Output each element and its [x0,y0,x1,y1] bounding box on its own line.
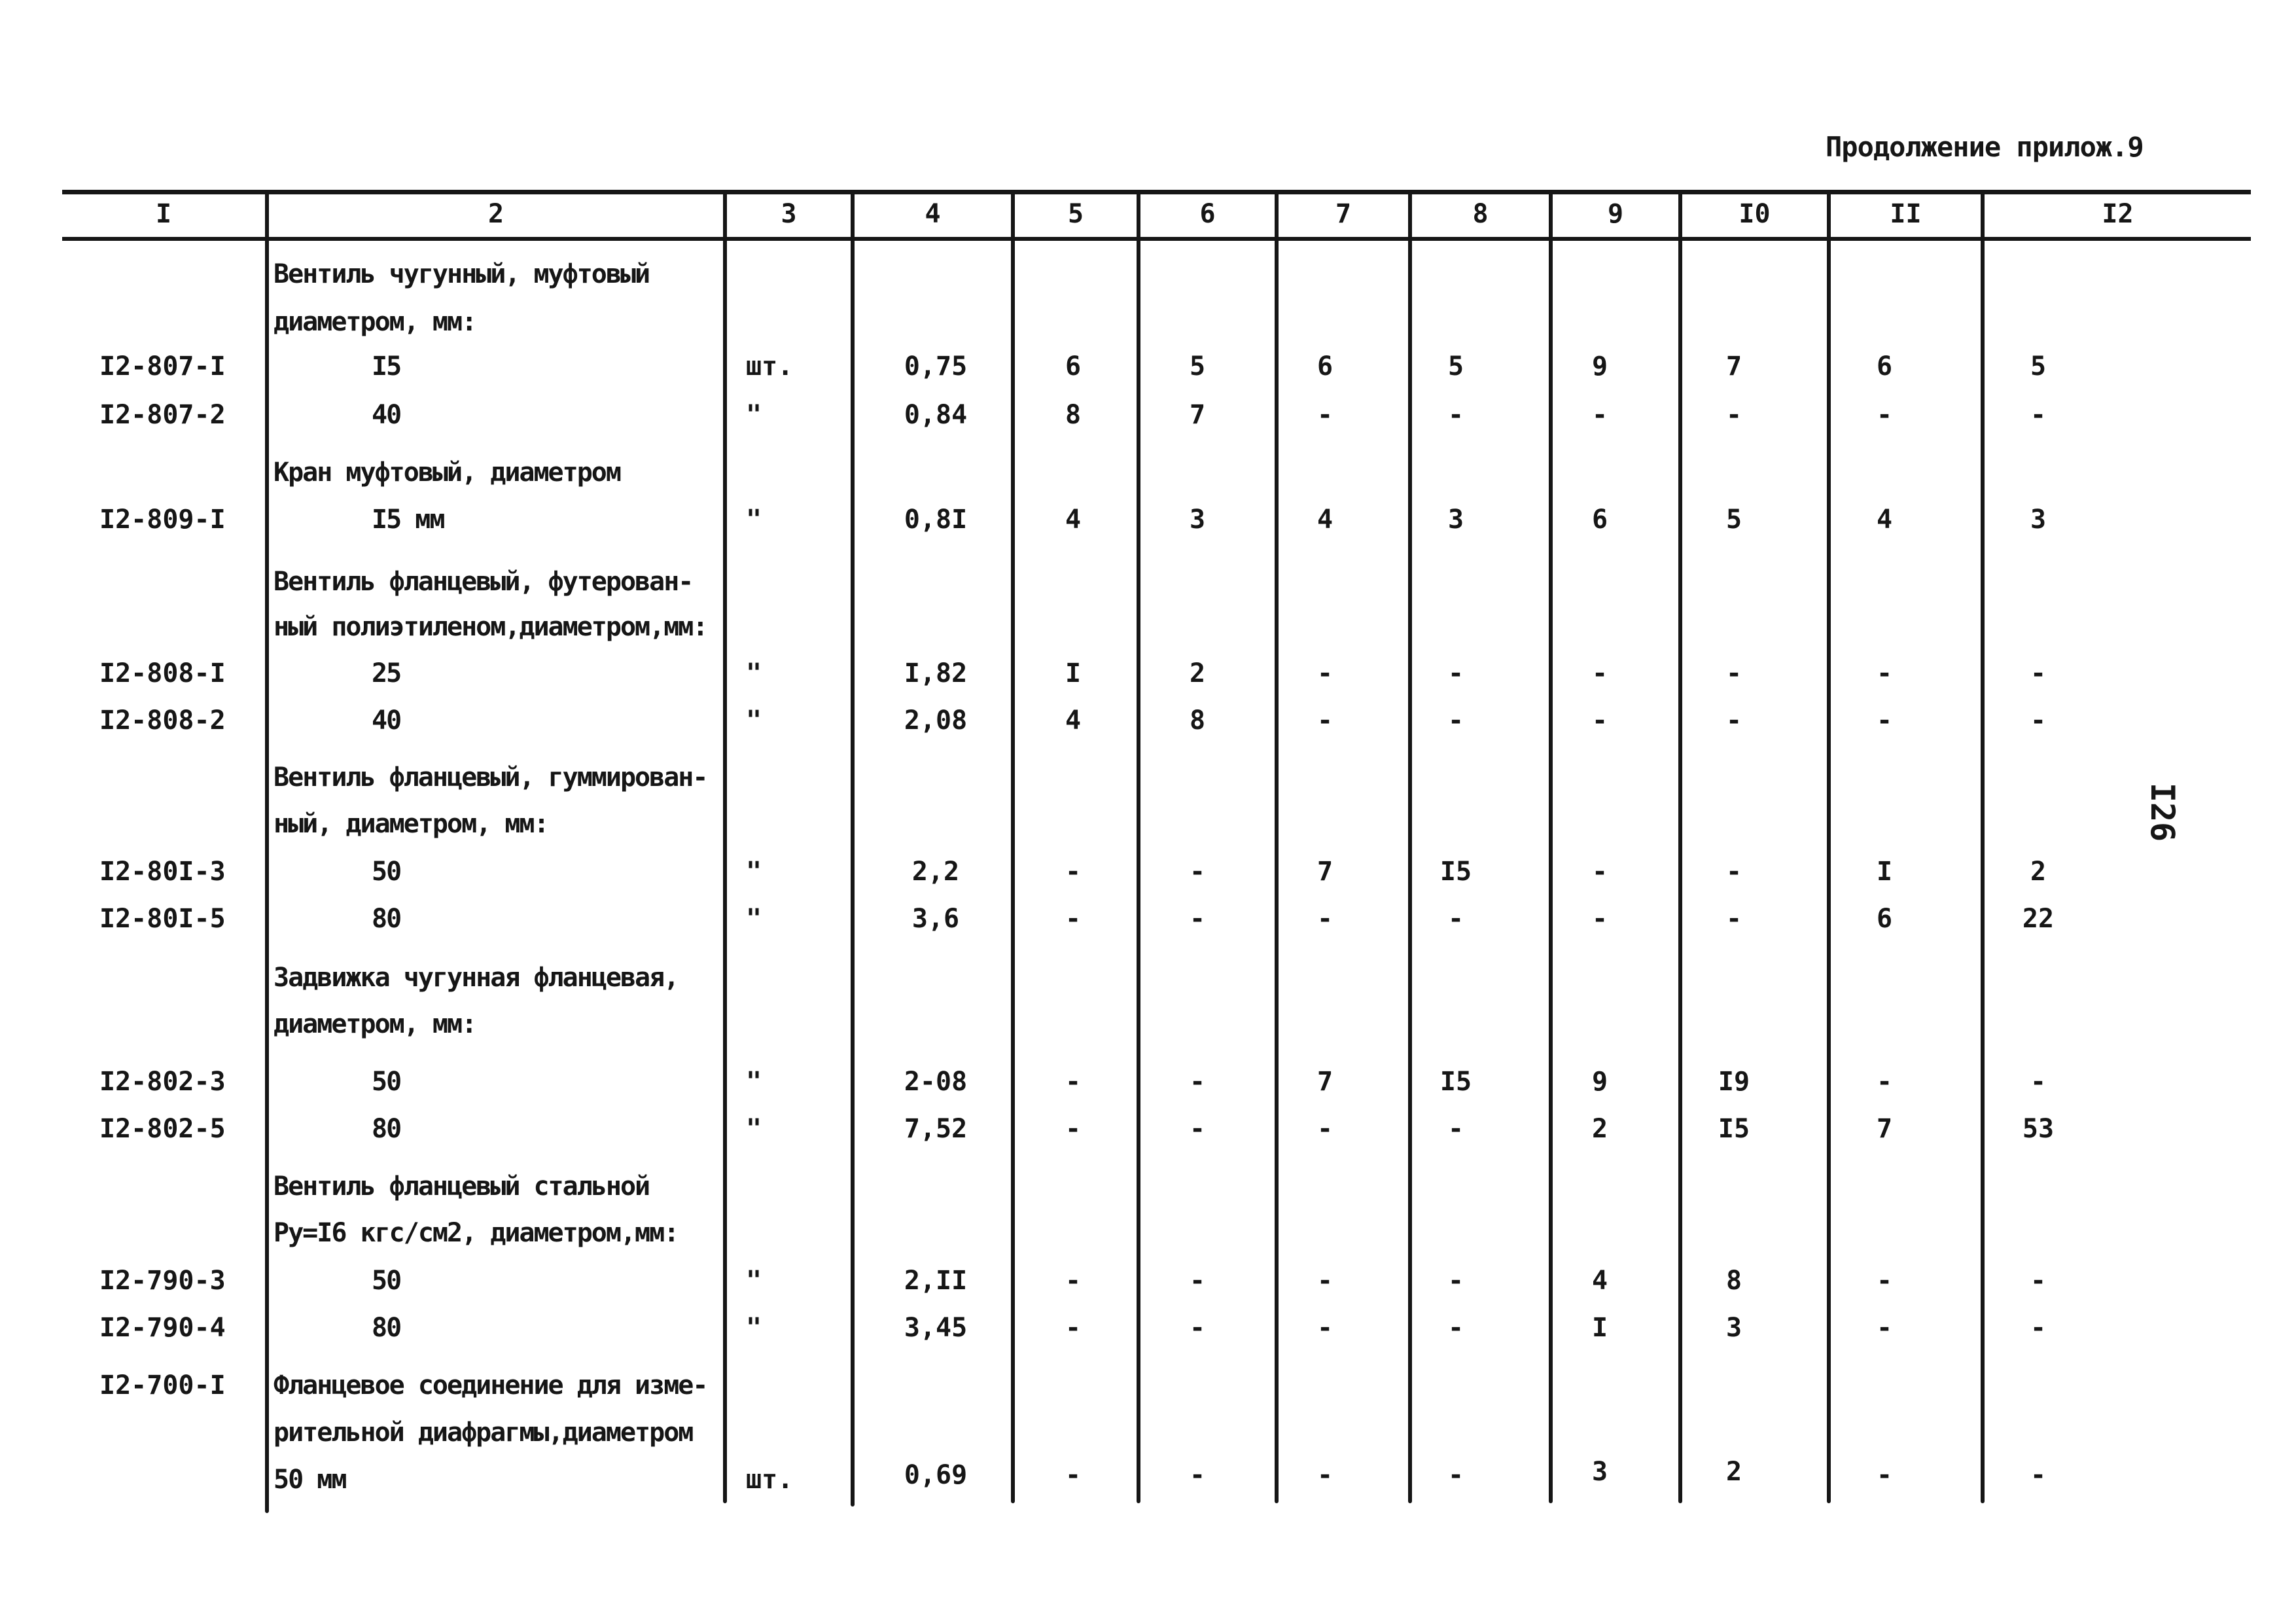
item-value: - [1065,1266,1082,1296]
item-value: I [1065,658,1082,688]
item-value: - [2030,705,2047,736]
column-number: 9 [1607,199,1624,229]
item-norm: 2-08 [904,1067,968,1097]
description-line: диаметром, мм: [274,1009,476,1039]
item-value: 5 [1189,351,1206,382]
item-code: I2-802-3 [99,1067,226,1097]
item-value: - [1876,658,1893,688]
column-number: I2 [2102,199,2134,229]
item-value: - [1876,1067,1893,1097]
item-value: - [1725,658,1742,688]
item-value: - [1065,1114,1082,1144]
item-size: 80 [372,1313,401,1343]
item-value: - [1316,400,1333,430]
item-unit: " [746,1114,762,1144]
item-value: 4 [1065,505,1082,535]
item-unit: " [746,400,762,430]
item-value: 2 [1591,1114,1608,1144]
item-value: 6 [1876,351,1893,382]
item-code: I2-790-4 [99,1313,226,1343]
item-size: I5 мм [372,505,444,535]
item-code: I2-802-5 [99,1114,226,1144]
item-value: - [1065,1313,1082,1343]
item-value: 5 [1447,351,1464,382]
item-value: 5 [1725,505,1742,535]
item-size: I5 [372,351,401,382]
item-value: - [1591,705,1608,736]
item-value: - [1447,400,1464,430]
item-unit: " [746,1266,762,1296]
item-value: - [1316,1460,1333,1490]
item-value: - [1876,1266,1893,1296]
column-number: I0 [1739,199,1771,229]
item-unit: шт. [746,1465,794,1495]
column-divider [1549,191,1553,1503]
item-value: 7 [1316,1067,1333,1097]
item-unit: " [746,1313,762,1343]
item-value: 2 [2030,857,2047,887]
item-value: - [1876,1313,1893,1343]
item-value: - [2030,1067,2047,1097]
item-value: 2 [1725,1457,1742,1487]
item-value: - [1065,857,1082,887]
item-value: 7 [1316,857,1333,887]
item-code: I2-700-I [99,1370,226,1400]
item-value: - [1725,705,1742,736]
item-value: - [1189,1266,1206,1296]
description-line: Вентиль чугунный, муфтовый [274,259,650,289]
description-line: Вентиль фланцевый стальной [274,1171,650,1202]
column-divider [1408,191,1412,1503]
item-size: 50 [372,857,401,887]
item-size: 80 [372,904,401,934]
item-size: 80 [372,1114,401,1144]
item-value: 4 [1591,1266,1608,1296]
description-line: Кран муфтовый, диаметром [274,457,620,488]
item-value: - [1447,904,1464,934]
item-norm: 0,8I [904,505,968,535]
item-value: 8 [1065,400,1082,430]
item-size: 25 [372,658,401,688]
item-unit: " [746,658,762,688]
column-number: 6 [1199,199,1216,229]
item-norm: 2,2 [911,857,960,887]
column-number: I [155,199,172,229]
description-line: 50 мм [274,1465,346,1495]
item-value: - [1316,705,1333,736]
item-value: I [1591,1313,1608,1343]
item-value: 4 [1065,705,1082,736]
column-number: 8 [1472,199,1489,229]
header-bottom-rule [62,237,2251,241]
item-code: I2-808-I [99,658,226,688]
item-value: - [1591,400,1608,430]
item-norm: 3,6 [911,904,960,934]
item-code: I2-807-I [99,351,226,382]
item-size: 40 [372,705,401,736]
page-number: I26 [2144,782,2182,842]
item-value: I5 [1718,1114,1750,1144]
item-value: - [1876,705,1893,736]
column-divider [1678,191,1682,1503]
item-value: 22 [2022,904,2055,934]
item-value: - [1876,400,1893,430]
description-line: ный, диаметром, мм: [274,809,548,839]
item-value: - [1316,1266,1333,1296]
item-norm: 7,52 [904,1114,968,1144]
item-value: 53 [2022,1114,2055,1144]
column-divider [1011,191,1015,1503]
item-unit: шт. [746,351,794,382]
description-line: Вентиль фланцевый, гуммирован- [274,762,707,793]
item-value: - [1189,1067,1206,1097]
item-value: I5 [1439,1067,1472,1097]
column-number: 3 [781,199,797,229]
item-code: I2-790-3 [99,1266,226,1296]
column-number: II [1890,199,1922,229]
item-value: - [2030,400,2047,430]
item-size: 50 [372,1266,401,1296]
item-value: - [1447,1313,1464,1343]
item-value: - [1189,1114,1206,1144]
item-value: 3 [1591,1457,1608,1487]
column-divider [1137,191,1140,1503]
item-value: 3 [1447,505,1464,535]
item-value: 9 [1591,351,1608,382]
item-size: 50 [372,1067,401,1097]
item-value: - [1876,1460,1893,1490]
column-divider [265,191,269,1513]
column-divider [723,191,727,1503]
column-number: 5 [1067,199,1084,229]
item-value: - [2030,1460,2047,1490]
item-unit: " [746,904,762,934]
item-code: I2-80I-5 [99,904,226,934]
description-line: Вентиль фланцевый, футерован- [274,567,693,597]
item-value: - [1591,658,1608,688]
column-divider [1827,191,1831,1503]
item-value: 7 [1876,1114,1893,1144]
item-value: I [1876,857,1893,887]
item-code: I2-807-2 [99,400,226,430]
description-line: Ру=I6 кгс/см2, диаметром,мм: [274,1218,679,1248]
column-number: 2 [487,199,504,229]
item-value: - [2030,1266,2047,1296]
item-value: - [2030,658,2047,688]
column-divider [851,191,855,1507]
item-value: - [1189,904,1206,934]
item-norm: 2,II [904,1266,968,1296]
item-size: 40 [372,400,401,430]
item-value: - [1316,1114,1333,1144]
item-value: - [1447,1114,1464,1144]
description-line: Фланцевое соединение для изме- [274,1370,707,1400]
item-value: - [1725,400,1742,430]
item-value: 6 [1316,351,1333,382]
item-value: 7 [1189,400,1206,430]
item-norm: 2,08 [904,705,968,736]
description-line: Задвижка чугунная фланцевая, [274,963,679,993]
item-value: - [1591,857,1608,887]
column-divider [1275,191,1279,1503]
item-value: - [2030,1313,2047,1343]
item-norm: 0,75 [904,351,968,382]
item-norm: I,82 [904,658,968,688]
description-line: рительной диафрагмы,диаметром [274,1418,693,1448]
item-value: 6 [1065,351,1082,382]
item-value: 8 [1189,705,1206,736]
item-value: 7 [1725,351,1742,382]
item-value: 3 [1189,505,1206,535]
column-number: 7 [1335,199,1352,229]
item-unit: " [746,1067,762,1097]
item-value: - [1189,857,1206,887]
item-value: 3 [2030,505,2047,535]
item-code: I2-808-2 [99,705,226,736]
item-value: I5 [1439,857,1472,887]
item-norm: 0,69 [904,1460,968,1490]
item-value: I9 [1718,1067,1750,1097]
item-value: - [1591,904,1608,934]
item-value: - [1189,1313,1206,1343]
table-top-rule [62,190,2251,194]
item-value: 2 [1189,658,1206,688]
item-value: - [1447,658,1464,688]
continuation-caption: Продолжение прилож.9 [1826,131,2144,163]
item-value: 6 [1591,505,1608,535]
item-code: I2-80I-3 [99,857,226,887]
item-value: - [1725,857,1742,887]
column-divider [1981,191,1985,1503]
item-code: I2-809-I [99,505,226,535]
item-value: 5 [2030,351,2047,382]
item-value: 8 [1725,1266,1742,1296]
item-value: - [1447,705,1464,736]
item-value: 6 [1876,904,1893,934]
item-value: 4 [1316,505,1333,535]
item-value: - [1065,1067,1082,1097]
item-value: - [1189,1460,1206,1490]
item-norm: 3,45 [904,1313,968,1343]
item-value: - [1065,904,1082,934]
item-value: - [1725,904,1742,934]
item-value: - [1316,904,1333,934]
item-value: - [1447,1460,1464,1490]
item-unit: " [746,505,762,535]
item-value: 4 [1876,505,1893,535]
description-line: диаметром, мм: [274,307,476,337]
description-line: ный полиэтиленом,диаметром,мм: [274,612,707,642]
item-unit: " [746,857,762,887]
item-value: 9 [1591,1067,1608,1097]
item-value: - [1316,1313,1333,1343]
item-unit: " [746,705,762,736]
column-number: 4 [925,199,941,229]
item-value: - [1447,1266,1464,1296]
item-norm: 0,84 [904,400,968,430]
item-value: - [1316,658,1333,688]
item-value: 3 [1725,1313,1742,1343]
item-value: - [1065,1460,1082,1490]
